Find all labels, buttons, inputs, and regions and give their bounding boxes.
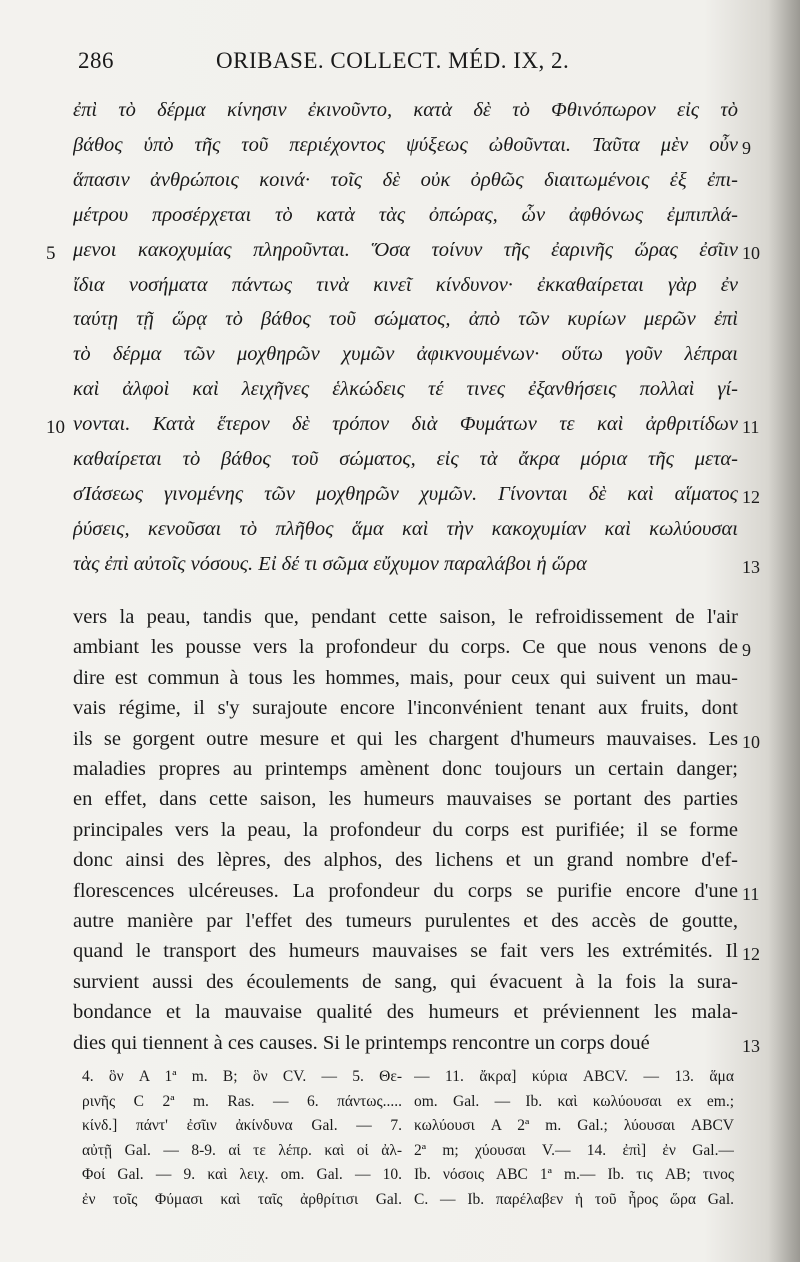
french-text-line: dire est commun à tous les hommes, mais, pour ceux qui suivent un mau- bbox=[73, 666, 738, 689]
apparatus-note-line: ρινῆς C 2ª m. Ras. — 6. πάντως..... bbox=[82, 1092, 402, 1110]
section-number-right: 12 bbox=[742, 486, 760, 507]
french-text-line: vers la peau, tandis que, pendant cette saison, le refroidissement de l'air bbox=[73, 606, 738, 628]
greek-text-line: τὰς ἐπὶ αὐτοῖς νόσους. Εἰ δέ τι σῶμα εὔχυμον παραλάβοι ἡ ὥρα bbox=[73, 552, 587, 575]
apparatus-note-line: om. Gal. — Ib. καὶ κωλύουσαι ex em.; bbox=[414, 1092, 734, 1110]
greek-text-line: ἅπασιν ἀνθρώποις κοινά· τοῖς δὲ οὐκ ὀρθῶς διαιτωμένοις ἐξ ἐπι- bbox=[73, 168, 738, 191]
french-text-line: ambiant les pousse vers la profondeur du corps. Ce que nous venons de bbox=[73, 636, 738, 659]
french-text-line: autre manière par l'effet des tumeurs purulentes et des accès de goutte, bbox=[73, 910, 738, 932]
section-number-right: 11 bbox=[742, 883, 760, 904]
greek-text-line: νονται. Κατὰ ἕτερον δὲ τρόπον διὰ Φυμάτων τε καὶ ἀρθριτίδων bbox=[73, 413, 738, 436]
french-text-line: quand le transport des humeurs mauvaises se fait vers les extrémités. Il bbox=[73, 940, 738, 963]
greek-text-line: ἐπὶ τὸ δέρμα κίνησιν ἐκινοῦντο, κατὰ δὲ τὸ Φθινόπωρον εἰς τὸ bbox=[73, 99, 738, 121]
greek-text-line: μενοι κακοχυμίας πληροῦνται. Ὅσα τοίνυν τῆς ἐαρινῆς ὥρας ἐσῖιν bbox=[73, 238, 738, 261]
apparatus-note-line: C. — Ib. παρέλαβεν ἡ τοῦ ἦρος ὥρα Gal. bbox=[414, 1190, 734, 1208]
greek-text-line: μέτρου προσέρχεται τὸ κατὰ τὰς ὀπώρας, ὧν ἀφθόνως ἐμπιπλά- bbox=[73, 203, 738, 226]
apparatus-note-line: κίνδ.] πάντ' ἐσῖιν ἀκίνδυνα Gal. — 7. bbox=[82, 1117, 402, 1134]
greek-text-line: ῥύσεις, κενοῦσαι τὸ πλῆθος ἅμα καὶ τὴν κακοχυμίαν καὶ κωλύουσαι bbox=[73, 517, 738, 540]
french-text-line: ils se gorgent outre mesure et qui les chargent d'humeurs mauvaises. Les bbox=[73, 727, 738, 750]
apparatus-note-line: — 11. ἄκρα] κύρια ABCV. — 13. ἅμα bbox=[414, 1068, 734, 1085]
section-number-right: 12 bbox=[742, 944, 760, 965]
french-text-line: survient aussi des écoulements de sang, qui évacuent à la fois la sura- bbox=[73, 970, 738, 993]
french-text-line: donc ainsi des lèpres, des alphos, des lichens et un grand nombre d'ef- bbox=[73, 849, 738, 872]
apparatus-note-line: ἐν τοῖς Φύμασι καὶ ταῖς ἀρθρίτισι Gal. bbox=[82, 1190, 402, 1208]
greek-text-line: ταύτῃ τῇ ὥρᾳ τὸ βάθος τοῦ σώματος, ἀπὸ τῶν κυρίων μερῶν ἐπὶ bbox=[73, 308, 738, 331]
apparatus-column-right bbox=[414, 1068, 734, 1215]
page-number: 286 bbox=[78, 48, 114, 73]
greek-text-line: τὸ δέρμα τῶν μοχθηρῶν χυμῶν ἀφικνουμένων· οὕτω γοῦν λέπραι bbox=[73, 343, 738, 366]
french-text-line: bondance et la mauvaise qualité des humeurs et préviennent les mala- bbox=[73, 1001, 738, 1024]
greek-text-line: βάθος ὑπὸ τῆς τοῦ περιέχοντος ψύξεως ὠθοῦνται. Ταῦτα μὲν οὖν bbox=[73, 133, 738, 156]
section-number-right: 13 bbox=[742, 556, 760, 577]
section-number-right: 13 bbox=[742, 1035, 760, 1056]
line-number-left: 10 bbox=[46, 417, 65, 439]
french-text-line: maladies propres au printemps amènent donc toujours un certain danger; bbox=[73, 758, 738, 780]
apparatus-note-line: κωλύουσι A 2ª m. Gal.; λύουσαι ABCV bbox=[414, 1117, 734, 1134]
french-text-line: dies qui tiennent à ces causes. Si le printemps rencontre un corps doué bbox=[73, 1031, 650, 1054]
apparatus-note-line: 2ª m; χύουσαι V.— 14. ἐπὶ] ἐν Gal.— bbox=[414, 1141, 734, 1159]
section-number-right: 10 bbox=[742, 731, 760, 752]
greek-text-line: ἴδια νοσήματα πάντως τινὰ κινεῖ κίνδυνον· ἐκκαθαίρεται γὰρ ἐν bbox=[73, 273, 738, 296]
section-number-right: 9 bbox=[742, 137, 751, 158]
french-text-line: principales vers la peau, la profondeur du corps est purifiée; il se forme bbox=[73, 818, 738, 841]
greek-text-line: καὶ ἀλφοὶ καὶ λειχῆνες ἑλκώδεις τέ τινες ἐξανθήσεις πολλαὶ γί- bbox=[73, 378, 738, 401]
apparatus-note-line: αὐτῇ Gal. — 8-9. αἱ τε λέπρ. καὶ οἱ ἀλ- bbox=[82, 1141, 402, 1159]
french-text-line: en effet, dans cette saison, les humeurs mauvaises se portant des parties bbox=[73, 788, 738, 811]
line-number-left: 5 bbox=[46, 242, 56, 264]
apparatus-note-line: Φοί Gal. — 9. καὶ λειχ. om. Gal. — 10. bbox=[82, 1166, 402, 1183]
french-text-line: vais régime, il s'y surajoute encore l'inconvénient tenant aux fruits, dont bbox=[73, 697, 738, 720]
greek-text-line: σΊάσεως γινομένης τῶν μοχθηρῶν χυμῶν. Γίνονται δὲ καὶ αἵματος bbox=[73, 482, 738, 505]
greek-text-line: καθαίρεται τὸ βάθος τοῦ σώματος, εἰς τὰ ἄκρα μόρια τῆς μετα- bbox=[73, 448, 738, 470]
section-number-right: 9 bbox=[742, 640, 751, 661]
apparatus-note-line: 4. ὃν A 1ª m. B; ὃν CV. — 5. Θε- bbox=[82, 1068, 402, 1085]
french-text-line: florescences ulcéreuses. La profondeur du corps se purifie encore d'une bbox=[73, 879, 738, 902]
section-number-right: 10 bbox=[742, 242, 760, 263]
running-head: ORIBASE. COLLECT. MÉD. IX, 2. bbox=[216, 48, 570, 73]
section-number-right: 11 bbox=[742, 417, 760, 438]
apparatus-note-line: Ib. νόσοις ABC 1ª m.— Ib. τις AB; τινος bbox=[414, 1166, 734, 1183]
apparatus-column-left bbox=[82, 1068, 402, 1215]
